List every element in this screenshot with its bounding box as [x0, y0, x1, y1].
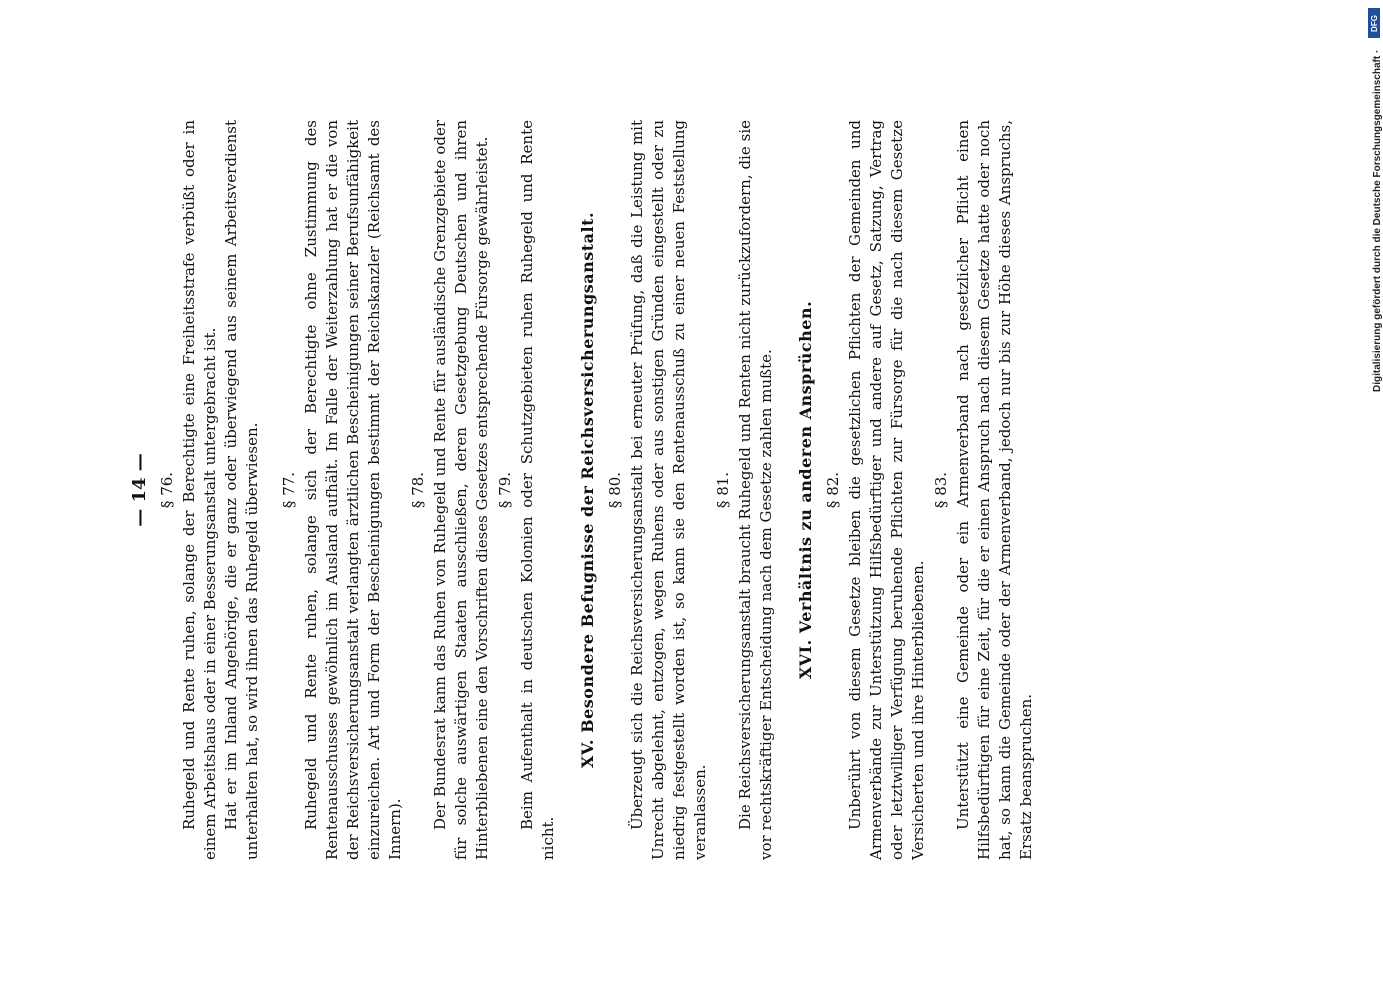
dfg-logo-text: DFG: [1369, 14, 1379, 32]
paragraph: Überzeugt sich die Reichsversicherungsanstalt bei erneuter Prüfung, daß die Leistung mit Unrecht abgelehnt, entzogen, wegen Ruhens oder aus sonstigen Gründen eingestellt oder zu niedrig festgestellt worden ist, so kann sie den Rentenausschuß zu einer neuen Feststellung veranlassen.: [628, 120, 709, 860]
paragraph: Ruhegeld und Rente ruhen, solange der Berechtigte eine Freiheitsstrafe verbüßt oder in einem Arbeitshaus oder in einer Besserungsanstalt untergebracht ist.: [180, 120, 219, 860]
chapter-xv-title: XV. Besondere Befugnisse der Reichsversicherungsanstalt.: [578, 211, 597, 769]
dfg-logo: [1368, 8, 1380, 38]
paragraph: Der Bundesrat kann das Ruhen von Ruhegeld und Rente für ausländische Grenzgebiete oder für solche auswärtigen Staaten ausschließen, deren Gesetzgebung Deutschen und ihren Hinterbliebenen eine den Vorschriften dieses Gesetzes entsprechende Fürsorge gewährleistet.: [431, 120, 491, 860]
section-heading-83: § 83.: [932, 471, 950, 509]
section-heading-77: § 77.: [280, 471, 298, 509]
rotated-text-block: [125, 120, 1265, 860]
section-heading-79: § 79.: [496, 471, 514, 509]
paragraph: Unterstützt eine Gemeinde oder ein Armenverband nach gesetzlicher Pflicht einen Hilfsbedürftigen für eine Zeit, für die er einen Anspruch nach diesem Gesetze hatte oder noch hat, so kann die Gemeinde oder der Armenverband, jedoch nur bis zur Höhe dieses Anspruchs, Ersatz beanspruchen.: [954, 120, 1035, 860]
section-heading-78: § 78.: [409, 471, 427, 509]
section-heading-76: § 76.: [158, 471, 176, 509]
chapter-xvi-title: XVI. Verhältnis zu anderen Ansprüchen.: [796, 300, 815, 680]
paragraph: Die Reichsversicherungsanstalt braucht Ruhegeld und Renten nicht zurückzufordern, die sie vor rechtskräftiger Entscheidung nach dem Gesetze zahlen mußte.: [736, 120, 775, 860]
page-number: — 14 —: [129, 453, 150, 527]
digitization-credit: Digitalisierung gefördert durch die Deutsche Forschungsgemeinschaft ·: [1372, 49, 1383, 392]
section-heading-80: § 80.: [606, 471, 624, 509]
text-column: [125, 120, 1037, 860]
paragraph: Ruhegeld und Rente ruhen, solange sich der Berechtigte ohne Zustimmung des Rentenausschusses gewöhnlich im Ausland aufhält. Im Falle der Weiterzahlung hat er die von der Reichsversicherungsanstalt verlangten ärztlichen Bescheinigungen seiner Berufsunfähigkeit einzureichen. Art und Form der Bescheinigungen bestimmt der Reichskanzler (Reichsamt des Innern).: [302, 120, 404, 860]
section-heading-81: § 81.: [714, 471, 732, 509]
paragraph: Hat er im Inland Angehörige, die er ganz oder überwiegend aus seinem Arbeitsverdienst unterhalten hat, so wird ihnen das Ruhegeld überwiesen.: [222, 120, 261, 860]
paragraph: Unberührt von diesem Gesetze bleiben die gesetzlichen Pflichten der Gemeinden und Armenverbände zur Unterstützung Hilfsbedürftiger und andere auf Gesetz, Satzung, Vertrag oder letztwilliger Verfügung beruhende Pflichten zur Fürsorge für die nach diesem Gesetze Versicherten und ihre Hinterbliebenen.: [846, 120, 927, 860]
paragraph: Beim Aufenthalt in deutschen Kolonien oder Schutzgebieten ruhen Ruhegeld und Rente nicht.: [518, 120, 557, 860]
section-heading-82: § 82.: [824, 471, 842, 509]
